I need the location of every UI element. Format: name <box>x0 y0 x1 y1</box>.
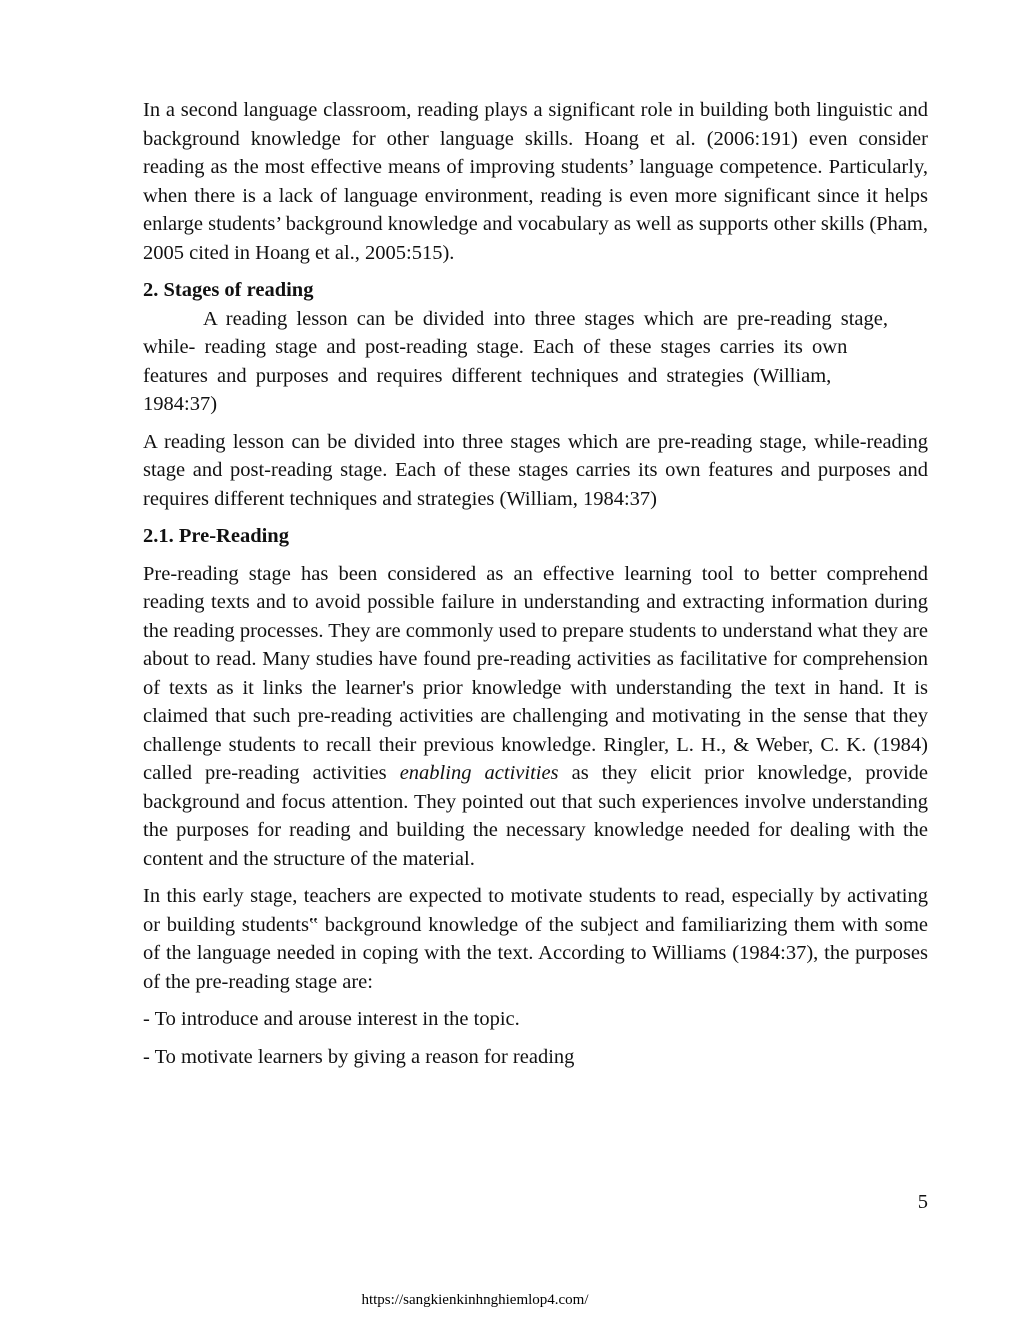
early-stage-paragraph: In this early stage, teachers are expected to motivate students to read, especially by activating or building students‟ background knowledge of the subject and familiarizing them with some of the language needed in coping with the text. According to Williams (1984:37), the purposes of the pre-reading stage are: <box>143 885 928 993</box>
intro-paragraph: In a second language classroom, reading plays a significant role in building both linguistic and background knowledge for other language skills. Hoang et al. (2006:191) even consider reading as the most effective means of improving students’ language competence. Particularly, when there is a lack of language environment, reading is even more significant since it helps enlarge students’ background knowledge and vocabulary as well as supports other skills (Pham, 2005 cited in Hoang et al., 2005:515). <box>143 99 928 264</box>
section-heading-stages: 2. Stages of reading <box>143 279 314 301</box>
pre-reading-text-start: Pre-reading stage has been considered as an effective learning tool to better comprehend reading texts and to avoid possible failure in understanding and extracting information during the reading processes. They are commonly used to prepare students to understand what they are about to read. Many studies have found pre-reading activities as facilitative for comprehension of texts as it links the learner's prior knowledge with understanding the text in hand. It is claimed that such pre-reading activities are challenging and motivating in the sense that they challenge students to recall their previous knowledge. Ringler, L. H., & Weber, C. K. (1984) called pre-reading activities <box>143 562 928 784</box>
stages-paragraph: A reading lesson can be divided into three stages which are pre-reading stage, while-reading stage and post-reading stage. Each of these stages carries its own features and purposes and requires different techniques and strategies (William, 1984:37) <box>143 430 928 510</box>
document-page <box>143 96 928 1071</box>
pre-reading-text-end: as they elicit prior knowledge, provide background and focus attention. They pointed out that such experiences involve understanding the purposes for reading and building the necessary knowledge needed for dealing with the content and the structure of the material. <box>143 762 928 870</box>
enabling-activities-term: enabling activities <box>399 762 559 784</box>
list-item: - To introduce and arouse interest in the topic. <box>143 1008 520 1030</box>
footer-url: https://sangkienkinhnghiemlop4.com/ <box>361 1292 589 1308</box>
list-item: - To motivate learners by giving a reason for reading <box>143 1045 575 1068</box>
pre-reading-paragraph <box>143 560 928 874</box>
stages-indented-paragraph: A reading lesson can be divided into three stages which are pre-reading stage, while- reading stage and post-reading stage. Each of these stages carries its own features and purposes and requires different techniques and strategies (William, 1984:37) <box>143 307 888 415</box>
page-number: 5 <box>917 1191 928 1213</box>
section-heading-pre-reading: 2.1. Pre-Reading <box>143 525 289 547</box>
